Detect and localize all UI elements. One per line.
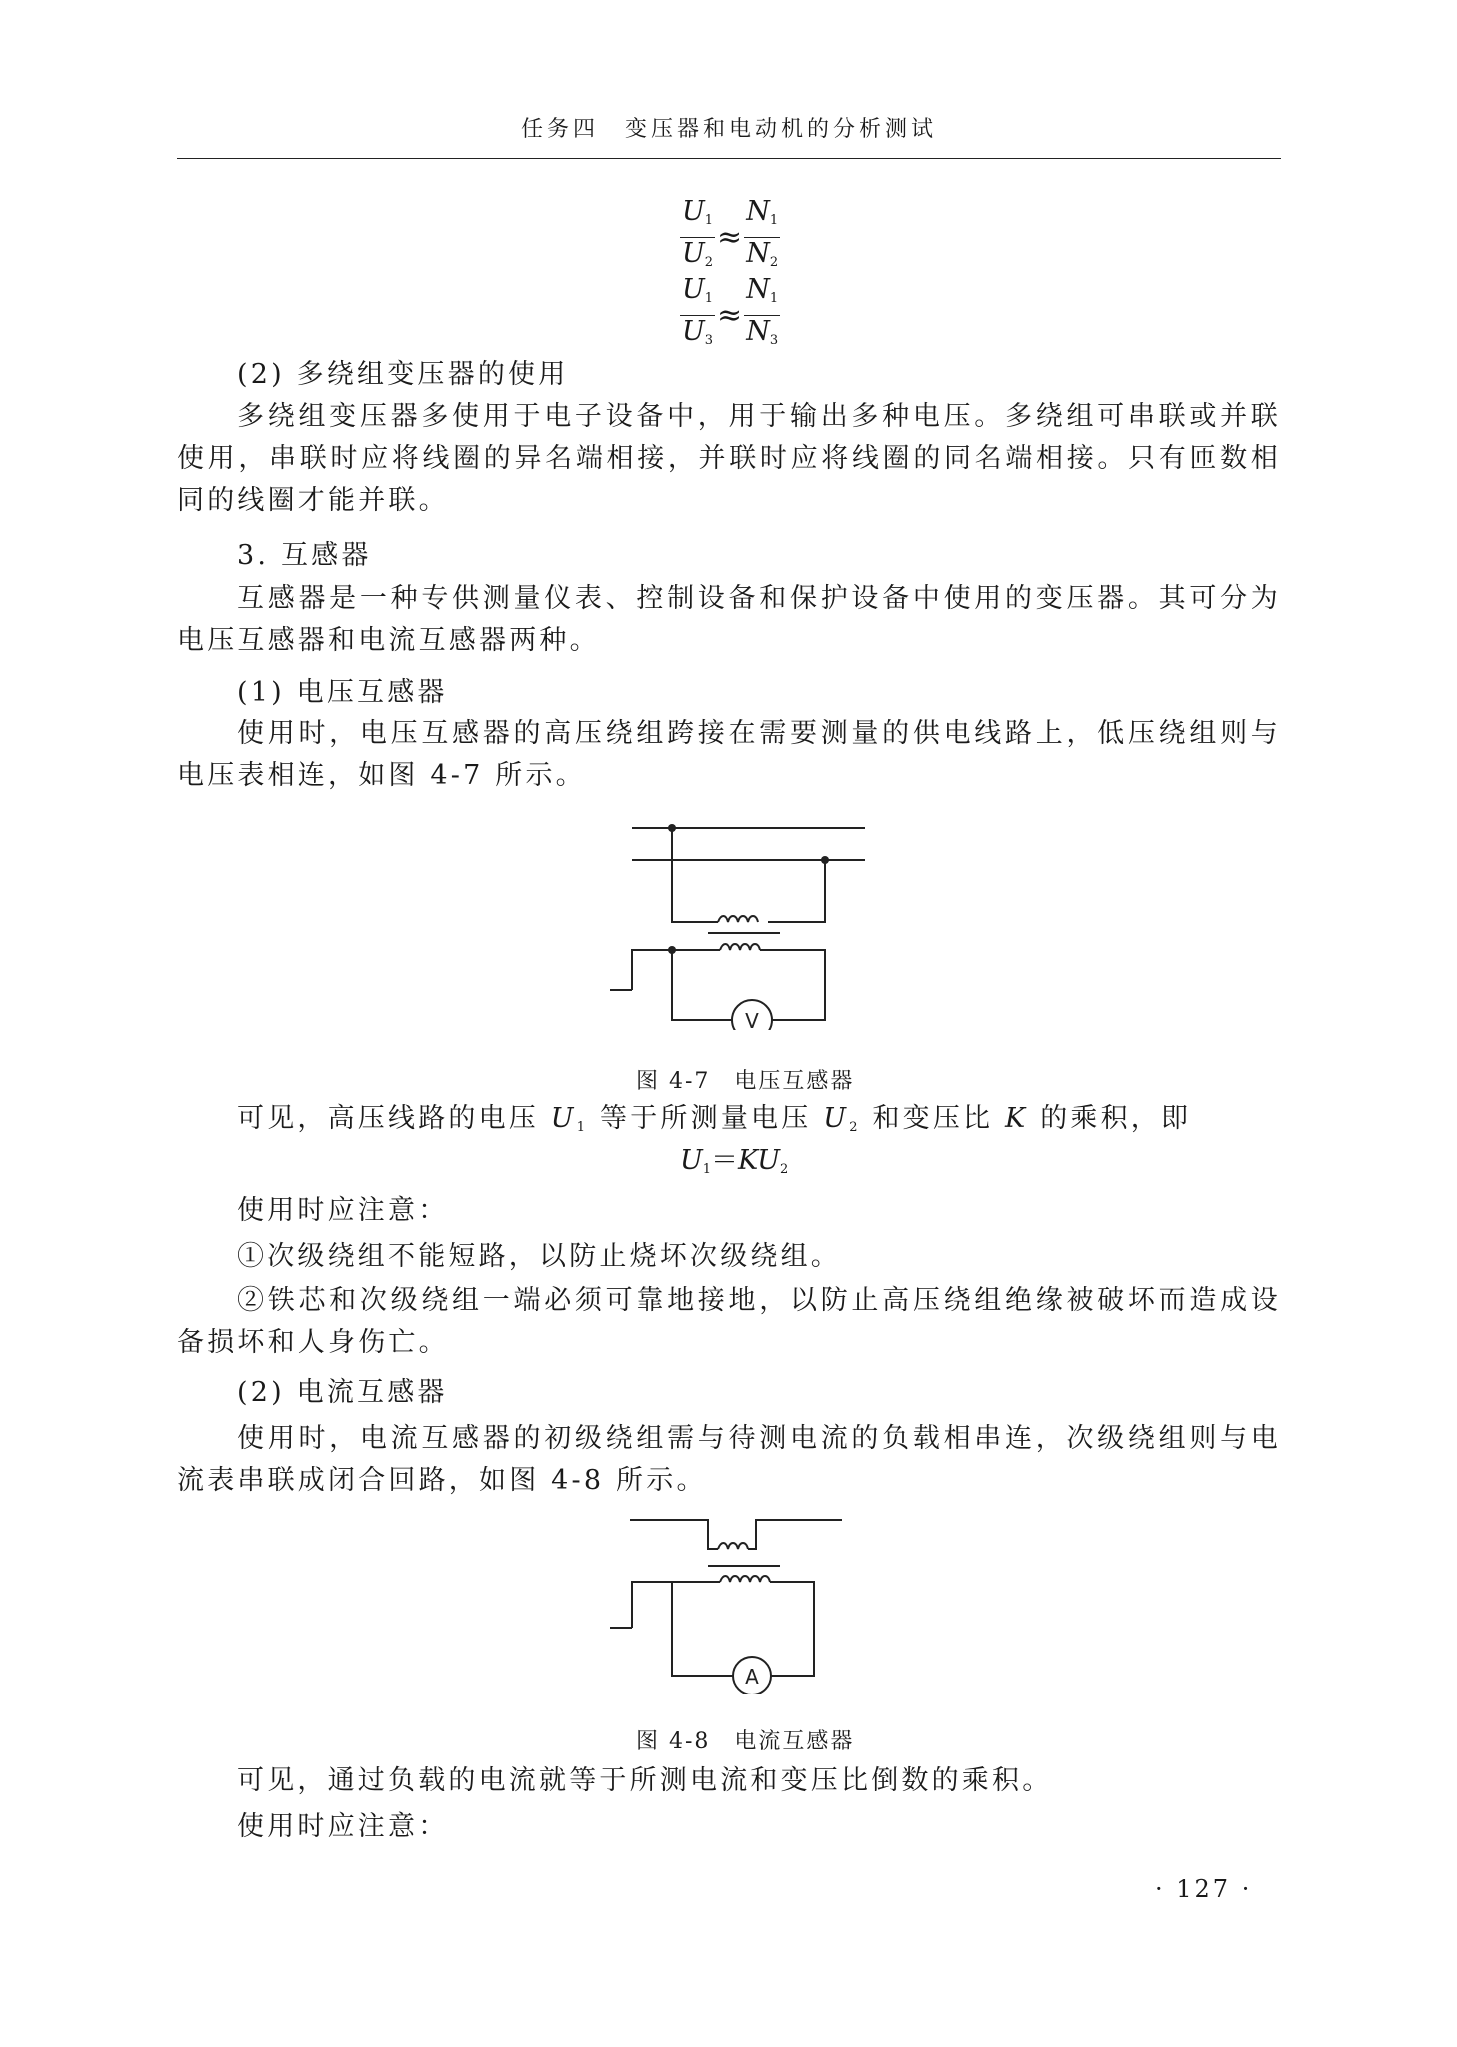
figure-4-7-voltage-transformer-diagram — [600, 810, 880, 1030]
heading-mutual-inductor: 3. 互感器 — [237, 540, 372, 571]
note-heading-2: 使用时应注意： — [237, 1811, 449, 1842]
fraction-u1-u2: $\frac{U_1}{U_2}$ — [682, 196, 714, 270]
meter-left-wire — [672, 1582, 733, 1676]
paragraph-voltage-transformer: 使用时，电压互感器的高压绕组跨接在需要测量的供电线路上，低压绕组则与电压表相连，如图 4-7 所示。 — [177, 718, 1281, 791]
secondary-coil — [720, 944, 760, 950]
ground-wire — [632, 1582, 672, 1628]
paragraph-multi-winding: 多绕组变压器多使用于电子设备中，用于输出多种电压。多绕组可串联或并联使用，串联时应将线圈的异名端相接，并联时应将线圈的同名端相接。只有匝数相同的线圈才能并联。 — [177, 401, 1281, 516]
note-item-1: ①次级绕组不能短路，以防止烧坏次级绕组。 — [237, 1241, 841, 1272]
formula-voltage-ratio-1 — [680, 196, 780, 279]
primary-coil — [718, 1543, 748, 1549]
page-number: · 127 · — [1155, 1875, 1253, 1903]
primary-coil — [718, 916, 758, 922]
note-item-2: ②铁芯和次级绕组一端必须可靠地接地，以防止高压绕组绝缘被破坏而造成设备损坏和人身伤亡。 — [177, 1285, 1281, 1358]
approx-symbol: ≈ — [717, 298, 743, 333]
paragraph-current-transformer: 使用时，电流互感器的初级绕组需与待测电流的负载相串连，次级绕组则与电流表串联成闭合回路，如图 4-8 所示。 — [177, 1423, 1281, 1496]
junction-dot-2 — [821, 856, 829, 864]
ammeter-label: A — [745, 1665, 759, 1689]
figure-4-8-current-transformer-diagram — [600, 1514, 880, 1694]
formula-u1-equals-ku2: $U_1=KU_2$ — [680, 1145, 789, 1177]
caption-figure-4-8: 图 4-8 电流互感器 — [636, 1729, 855, 1754]
fraction-n1-n3: $\frac{N_1}{N_3}$ — [746, 274, 779, 348]
primary-left-wire — [672, 828, 718, 922]
heading-multi-winding: (2) 多绕组变压器的使用 — [237, 359, 569, 390]
heading-voltage-transformer: (1) 电压互感器 — [237, 677, 448, 708]
header-rule — [177, 158, 1281, 159]
junction-dot-1 — [668, 824, 676, 832]
heading-current-transformer: (2) 电流互感器 — [237, 1377, 448, 1408]
paragraph-mutual-inductor: 互感器是一种专供测量仪表、控制设备和保护设备中使用的变压器。其可分为电压互感器和电流互感器两种。 — [177, 583, 1281, 656]
fraction-n1-n2: $\frac{N_1}{N_2}$ — [746, 196, 779, 270]
voltmeter-label: V — [745, 1009, 759, 1030]
primary-right-wire — [748, 1520, 842, 1549]
junction-dot-3 — [668, 946, 676, 954]
meter-right-wire — [770, 1582, 814, 1676]
paragraph-load-current: 可见，通过负载的电流就等于所测电流和变压比倒数的乘积。 — [237, 1765, 1053, 1796]
meter-left-wire — [672, 950, 732, 1020]
running-header: 任务四 变压器和电动机的分析测试 — [520, 117, 937, 142]
approx-symbol: ≈ — [717, 220, 743, 255]
primary-left-wire — [630, 1520, 718, 1549]
formula-voltage-ratio-2 — [680, 274, 780, 357]
fraction-u1-u3: $\frac{U_1}{U_3}$ — [682, 274, 714, 348]
primary-right-wire — [818, 860, 825, 922]
paragraph-high-voltage: 可见，高压线路的电压 $U_1$ 等于所测量电压 $U_2$ 和变压比 K 的乘积，即 — [237, 1103, 1192, 1135]
secondary-coil — [720, 1576, 770, 1582]
note-heading-1: 使用时应注意： — [237, 1195, 449, 1226]
ground-wire — [632, 950, 672, 990]
caption-figure-4-7: 图 4-7 电压互感器 — [636, 1069, 855, 1094]
